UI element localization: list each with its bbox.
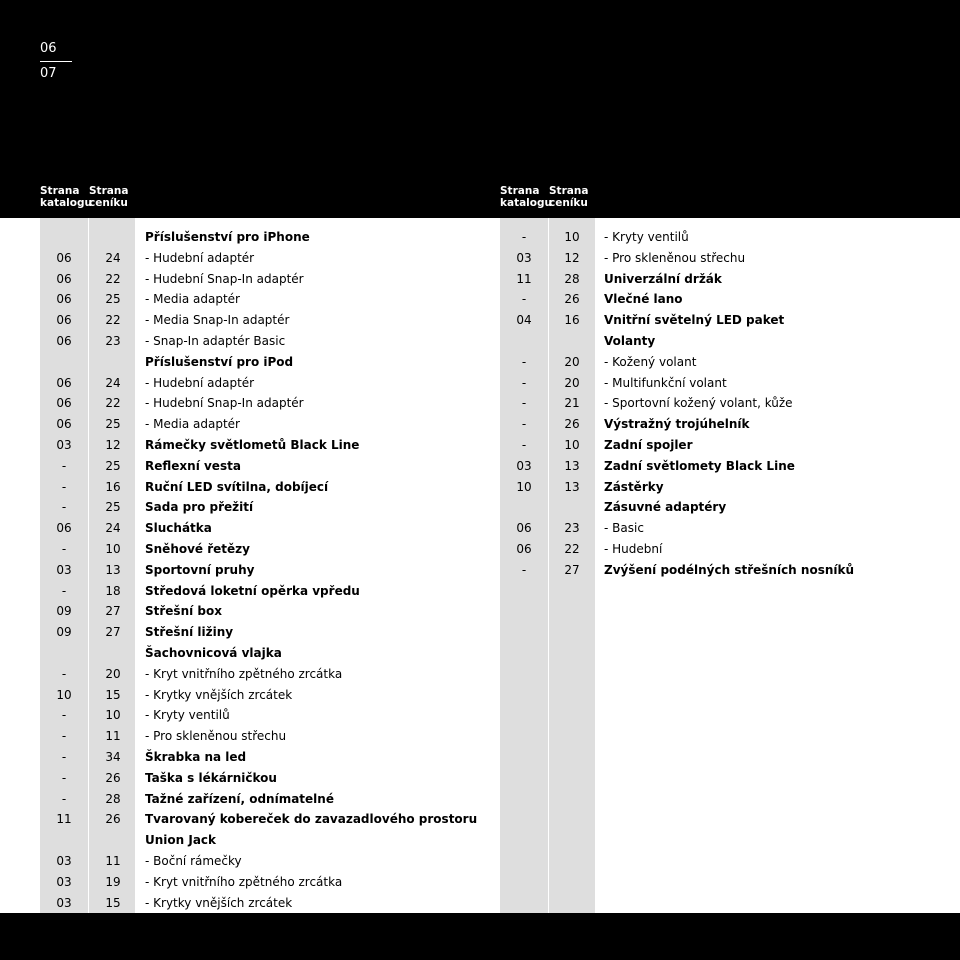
pricelist-page: 20 (564, 375, 580, 390)
catalog-page: 03 (56, 562, 72, 577)
pricelist-page: 13 (564, 458, 580, 473)
catalog-page: 06 (56, 396, 72, 411)
catalog-page: 06 (56, 521, 72, 536)
list-item (0, 705, 960, 726)
catalog-page: - (61, 750, 67, 764)
right-header-pricelist-page: Strana ceníku (549, 185, 589, 209)
item-label: - Media Snap-In adaptér (145, 313, 290, 328)
catalog-page: - (521, 417, 527, 432)
pricelist-page: 10 (105, 542, 121, 556)
pricelist-page: 11 (105, 729, 121, 744)
list-item (0, 331, 960, 352)
pricelist-page: 27 (105, 625, 121, 640)
header-bar (0, 0, 960, 218)
pricelist-page: 23 (564, 521, 580, 536)
catalog-page: 06 (56, 313, 72, 328)
list-item (0, 560, 960, 581)
pricelist-page: 15 (105, 895, 121, 910)
catalog-page: - (521, 292, 527, 307)
catalog-page: - (61, 458, 67, 473)
item-label: Zástěrky (604, 479, 664, 494)
item-label: - Krytky vnějších zrcátek (145, 687, 293, 702)
pricelist-page: 24 (105, 375, 121, 390)
catalog-page: - (61, 708, 67, 723)
list-item (0, 373, 960, 394)
item-label: - Sportovní kožený volant, kůže (604, 396, 793, 411)
item-label: Tvarovaný kobereček do zavazadlového prostoru (145, 812, 478, 827)
pricelist-page: 12 (564, 250, 580, 265)
pricelist-page: 13 (105, 562, 121, 577)
catalog-page: - (521, 375, 527, 390)
list-item (0, 872, 960, 893)
item-label: Sluchátka (145, 521, 212, 536)
pricelist-page: 22 (564, 542, 580, 556)
catalog-page: - (521, 438, 527, 452)
pricelist-page: 26 (564, 292, 580, 307)
item-label: Škrabka na led (145, 750, 247, 764)
list-item (0, 581, 960, 602)
item-label: Střešní ližiny (145, 625, 234, 640)
item-label: - Hudební Snap-In adaptér (145, 396, 304, 411)
catalog-page: - (61, 770, 67, 785)
catalog-page: - (521, 230, 527, 244)
list-item (0, 685, 960, 706)
catalog-page: 06 (56, 334, 72, 348)
list-item (0, 435, 960, 456)
right-header-catalog-page: Strana katalogu (500, 185, 552, 209)
pricelist-page: 25 (105, 292, 121, 307)
catalog-page: 10 (56, 687, 72, 702)
catalog-page: 10 (516, 479, 532, 494)
item-label: - Multifunkční volant (604, 375, 727, 390)
list-item (0, 477, 960, 498)
catalog-page: 06 (56, 292, 72, 307)
pricelist-page: 26 (564, 417, 580, 432)
pricelist-page: 13 (564, 479, 580, 494)
item-label: - Kryty ventilů (604, 230, 689, 244)
pricelist-page: 22 (105, 313, 121, 328)
item-label: - Pro skleněnou střechu (145, 729, 287, 744)
item-label: - Hudební (604, 542, 663, 556)
catalog-page: - (61, 666, 67, 681)
list-item (0, 456, 960, 477)
item-label: Příslušenství pro iPod (145, 354, 294, 369)
item-label: Zadní spojler (604, 438, 693, 452)
catalog-page: - (61, 542, 67, 556)
page-number-current: 06 (40, 40, 72, 62)
catalog-page: - (61, 791, 67, 806)
item-label: Reflexní vesta (145, 458, 241, 473)
item-label: - Kožený volant (604, 354, 697, 369)
pricelist-page: 25 (105, 500, 121, 515)
item-label: - Media adaptér (145, 292, 240, 307)
item-label: Vnitřní světelný LED paket (604, 313, 785, 328)
list-item (0, 269, 960, 290)
item-label: Sněhové řetězy (145, 542, 250, 556)
item-label: Tažné zařízení, odnímatelné (145, 791, 334, 806)
item-label: - Pro skleněnou střechu (604, 250, 746, 265)
item-label: Taška s lékárničkou (145, 770, 277, 785)
item-label: Zásuvné adaptéry (604, 500, 727, 515)
catalog-page: 06 (516, 542, 532, 556)
list-item (0, 539, 960, 560)
catalog-page: 11 (56, 812, 72, 827)
pricelist-page: 10 (564, 230, 580, 244)
pricelist-page: 10 (564, 438, 580, 452)
item-label: Sada pro přežití (145, 500, 254, 515)
catalog-page: 09 (56, 604, 72, 619)
item-label: Příslušenství pro iPhone (145, 230, 310, 244)
pricelist-page: 15 (105, 687, 121, 702)
list-item (0, 893, 960, 914)
item-label: Šachovnicová vlajka (145, 646, 282, 660)
catalog-page: 04 (516, 313, 532, 328)
item-label: Univerzální držák (604, 271, 722, 286)
item-label: Rámečky světlometů Black Line (145, 438, 360, 452)
pricelist-page: 12 (105, 438, 121, 452)
item-label: - Media adaptér (145, 417, 240, 432)
list-item (0, 643, 960, 664)
list-item (0, 601, 960, 622)
item-label: - Boční rámečky (145, 854, 242, 868)
list-item (0, 518, 960, 539)
catalog-page: - (61, 729, 67, 744)
item-label: Středová loketní opěrka vpředu (145, 583, 360, 598)
item-label: Sportovní pruhy (145, 562, 255, 577)
list-item (0, 248, 960, 269)
list-item (0, 497, 960, 518)
left-header-catalog-page: Strana katalogu (40, 185, 92, 209)
pricelist-page: 16 (105, 479, 121, 494)
pricelist-page: 25 (105, 417, 121, 432)
list-item (0, 664, 960, 685)
pricelist-page: 19 (105, 874, 121, 889)
pricelist-page: 23 (105, 334, 121, 348)
item-label: Union Jack (145, 833, 217, 848)
pricelist-page: 25 (105, 458, 121, 473)
pricelist-page: 34 (105, 750, 121, 764)
list-item (0, 747, 960, 768)
item-label: - Kryt vnitřního zpětného zrcátka (145, 874, 343, 889)
catalog-page: 03 (516, 458, 532, 473)
catalog-page: 09 (56, 625, 72, 640)
catalog-page: 06 (56, 375, 72, 390)
item-label: - Snap-In adaptér Basic (145, 334, 286, 348)
pricelist-page: 24 (105, 521, 121, 536)
catalog-page: 03 (56, 854, 72, 868)
pricelist-page: 10 (105, 708, 121, 723)
pricelist-page: 22 (105, 271, 121, 286)
catalog-page: 06 (56, 417, 72, 432)
catalog-page: 06 (56, 271, 72, 286)
pricelist-page: 26 (105, 812, 121, 827)
list-item (0, 622, 960, 643)
list-item (0, 352, 960, 373)
catalog-page: - (521, 354, 527, 369)
item-label: - Hudební Snap-In adaptér (145, 271, 304, 286)
item-label: - Kryty ventilů (145, 708, 230, 723)
pricelist-page: 28 (564, 271, 580, 286)
catalog-page: 03 (56, 895, 72, 910)
item-label: Zadní světlomety Black Line (604, 458, 795, 473)
list-item (0, 830, 960, 851)
list-item (0, 809, 960, 830)
item-label: - Hudební adaptér (145, 375, 255, 390)
list-item (0, 726, 960, 747)
pricelist-page: 28 (105, 791, 121, 806)
catalog-page: 03 (56, 874, 72, 889)
catalog-page: 06 (56, 250, 72, 265)
item-label: - Kryt vnitřního zpětného zrcátka (145, 666, 343, 681)
pricelist-page: 18 (105, 583, 121, 598)
pricelist-page: 26 (105, 770, 121, 785)
list-item (0, 393, 960, 414)
catalog-page: 03 (516, 250, 532, 265)
catalog-page: - (61, 500, 67, 515)
item-label: Vlečné lano (604, 292, 683, 307)
item-label: Střešní box (145, 604, 222, 619)
pricelist-page: 21 (564, 396, 580, 411)
item-label: - Hudební adaptér (145, 250, 255, 265)
catalog-page: 03 (56, 438, 72, 452)
pricelist-page: 16 (564, 313, 580, 328)
item-label: - Krytky vnějších zrcátek (145, 895, 293, 910)
pricelist-page: 11 (105, 854, 121, 868)
footer-bar (0, 913, 960, 960)
pricelist-page: 20 (564, 354, 580, 369)
catalog-page: 11 (516, 271, 532, 286)
catalog-page: 06 (516, 521, 532, 536)
list-item (0, 789, 960, 810)
catalog-page: - (61, 479, 67, 494)
pricelist-page: 20 (105, 666, 121, 681)
list-item (0, 768, 960, 789)
item-label: - Basic (604, 521, 644, 536)
page-numbers (40, 40, 72, 83)
item-label: Volanty (604, 334, 656, 348)
pricelist-page: 27 (105, 604, 121, 619)
pricelist-page: 27 (564, 562, 580, 577)
page-number-next: 07 (40, 66, 57, 81)
list-item (0, 289, 960, 310)
item-label: Zvýšení podélných střešních nosníků (604, 562, 855, 577)
catalog-page: - (521, 396, 527, 411)
catalog-page: - (61, 583, 67, 598)
list-item (0, 414, 960, 435)
list-item (0, 227, 960, 248)
pricelist-page: 22 (105, 396, 121, 411)
item-label: Výstražný trojúhelník (604, 417, 750, 432)
list-item (0, 310, 960, 331)
catalog-page: - (521, 562, 527, 577)
list-item (0, 851, 960, 872)
item-label: Ruční LED svítilna, dobíjecí (145, 479, 329, 494)
pricelist-page: 24 (105, 250, 121, 265)
left-header-pricelist-page: Strana ceníku (89, 185, 129, 209)
